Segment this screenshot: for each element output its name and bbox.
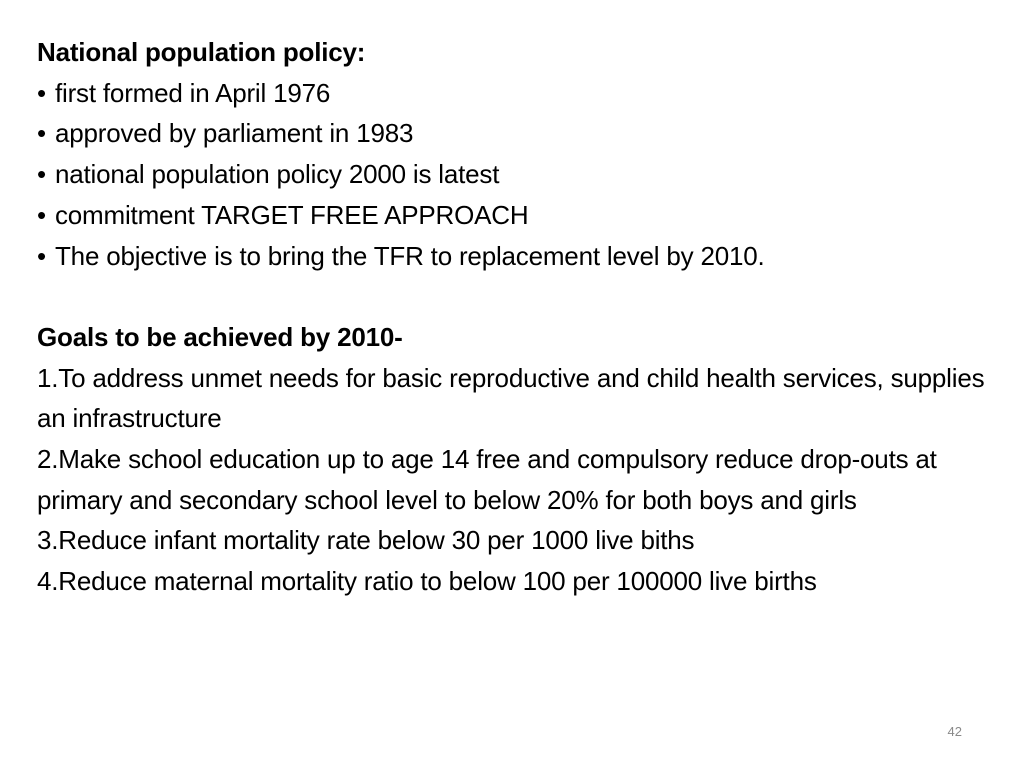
policy-bullet-list (37, 73, 987, 277)
bullet-icon: • (37, 159, 46, 190)
bullet-text: approved by parliament in 1983 (55, 118, 414, 149)
bullet-text: The objective is to bring the TFR to replacement level by 2010. (55, 240, 765, 271)
list-item: 2.Make school education up to age 14 free and compulsory reduce drop-outs at primary and secondary school level to below 20% for both boys and girls (37, 444, 937, 515)
bullet-icon: • (37, 240, 46, 271)
goals-list (37, 358, 987, 602)
bullet-text: first formed in April 1976 (55, 77, 331, 108)
bullet-text: commitment TARGET FREE APPROACH (55, 199, 529, 230)
list-item (37, 113, 987, 154)
section-spacer (37, 276, 987, 317)
bullet-icon: • (37, 199, 46, 230)
list-item: 4.Reduce maternal mortality ratio to below 100 per 100000 live births (37, 566, 817, 597)
page-number: 42 (947, 724, 962, 739)
list-item (37, 236, 987, 277)
list-item (37, 154, 987, 195)
bullet-icon: • (37, 77, 46, 108)
bullet-icon: • (37, 118, 46, 149)
policy-heading: National population policy: (37, 37, 366, 67)
list-item (37, 195, 987, 236)
slide-content (37, 32, 987, 602)
bullet-text: national population policy 2000 is latest (55, 159, 500, 190)
list-item (37, 73, 987, 114)
goals-heading: Goals to be achieved by 2010- (37, 321, 403, 352)
list-item: 1.To address unmet needs for basic reproductive and child health services, supplies an infrastructure (37, 362, 985, 434)
list-item: 3.Reduce infant mortality rate below 30 per 1000 live biths (37, 525, 695, 556)
